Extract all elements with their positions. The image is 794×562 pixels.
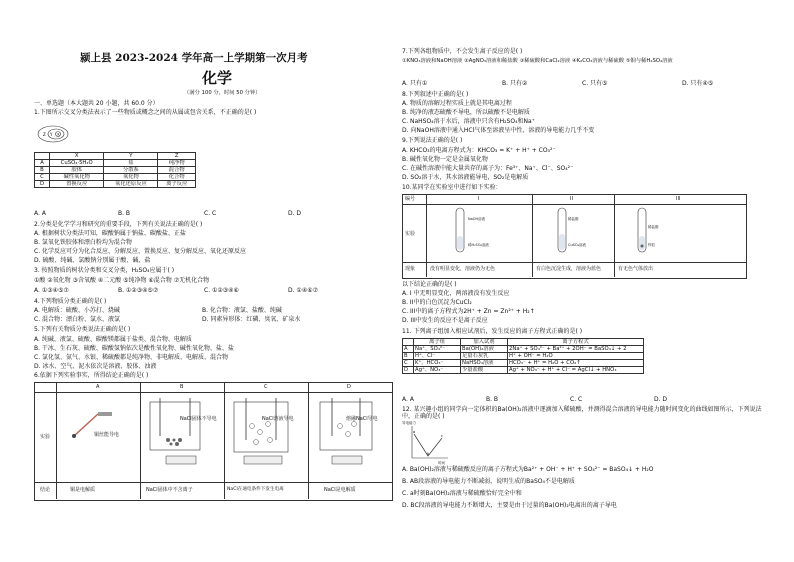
q10-header-1: I [478, 196, 480, 202]
q5-option-b: B. 干冰、生石灰、硫酸、碳酸氢钠依次是酸性氧化物、碱性氧化物、盐、盐 [34, 345, 234, 352]
q1-cell: 离子反应 [158, 181, 196, 188]
wire-end [72, 434, 76, 438]
question-10: 10.某同学在实验室中进行如下实验： [402, 184, 502, 191]
test-tube-1 [442, 206, 522, 260]
test-tube-2 [550, 206, 610, 260]
q7-items: ①KNO₃溶液和NaOH溶液 ②AgNO₃溶液和稀盐酸 ③稀硫酸和CaCl₂溶液 ④K₂CO₃溶液与稀硫酸 ⑤铜与稀H₂SO₄溶液 [402, 58, 673, 64]
q2-option-b: B. 氯氧化铁胶体和漂白粉均为混合物 [34, 239, 132, 246]
q10-label-hcl: 稀盐酸 [648, 225, 659, 229]
q1-cell: B [35, 167, 50, 174]
venn-diagram [36, 124, 70, 144]
zinc-granule [641, 245, 644, 248]
q1-option-b: B. B [118, 210, 131, 217]
q6-header-b: B [180, 384, 184, 390]
q1-cell: A [35, 160, 50, 167]
q3-option-b: B. ①②③④⑤⑦ [118, 287, 159, 294]
q11-th: 加入试剂 [461, 339, 508, 346]
ion [178, 438, 182, 442]
ion [266, 422, 271, 427]
section-heading: 一、单选题（本大题共 20 小题，共 60.0 分） [34, 100, 159, 107]
q10-option-a: A. I 中无明显变化，两溶液没有发生反应 [402, 290, 510, 297]
q10-label-cuso4: CuSO₄溶液 [568, 243, 587, 247]
ion [250, 424, 255, 429]
q1-cell: CuSO₄·5H₂O [50, 160, 104, 167]
q1-table [34, 152, 196, 188]
q6-caption-a: 铜丝能导电 [94, 432, 120, 438]
q6-row-label: 实验 [40, 434, 51, 440]
q11-cell: C [403, 360, 414, 367]
q6-divider [224, 382, 225, 499]
q11-cell: Ba(OH)₂溶液 [461, 346, 508, 353]
q6-conclusion-d: NaCl是电解质 [324, 487, 356, 493]
q10-option-d: D. III中发生的反应不是离子反应 [402, 317, 488, 324]
q1-th [35, 153, 50, 160]
q10-label-h2so4: 稀H₂SO₄溶液 [468, 243, 489, 247]
q11-cell: 足量石灰乳 [461, 353, 508, 360]
nacl-solution-illustration [230, 396, 302, 480]
liquid [639, 236, 645, 250]
question-4: 4.下列物质分类正确的是( ) [34, 298, 107, 305]
ion [170, 443, 173, 446]
question-6: 6.依据下列实验事实，所得结论正确的是( ) [34, 372, 149, 379]
q3-items: ①酸 ②氧化物 ③含氧酸 ④二元酸 ⑤纯净物 ⑥混合物 ⑦无机化合物 [34, 277, 210, 284]
ion [258, 430, 263, 435]
graph-point-a: a [413, 430, 416, 434]
q6-divider [56, 382, 57, 499]
q6-caption-b: NaCl固体不导电 [180, 416, 217, 422]
q10-divider [402, 204, 746, 205]
q11-cell: K⁺、HCO₃⁻ [414, 360, 461, 367]
subject-title: 化学 [202, 69, 233, 87]
ion-legend [244, 456, 282, 464]
q10-divider [614, 194, 615, 277]
copper-wire-illustration [68, 400, 128, 450]
ion [338, 424, 343, 429]
q3-option-a: A. ①③④⑤⑦ [34, 287, 69, 294]
q11-cell: NaHSO₄溶液 [461, 360, 508, 367]
q6-caption-d: 熔融NaCl导电 [346, 416, 378, 422]
q11-cell: 少量盐酸 [461, 367, 508, 374]
beaker [234, 402, 288, 452]
q10-phenomenon-2: 有白色沉淀生成，溶液为蓝色 [536, 266, 602, 272]
ion [166, 438, 170, 442]
q1-option-a: A. A [34, 210, 46, 217]
q1-option-c: C. C [204, 210, 217, 217]
q7-option-c: C. 只有⑤ [582, 80, 608, 87]
q11-option-a: A. A [402, 396, 414, 403]
ion [268, 438, 273, 443]
q6-conclusion-a: 铜是电解质 [70, 487, 96, 493]
q10-follow: 以下结论正确的是( ) [402, 281, 457, 288]
q3-option-c: C. ①②③④⑥ [204, 287, 239, 294]
question-11: 11. 下列离子组加入相应试剂后，发生反应的离子方程式正确的是( ) [402, 328, 583, 335]
q9-option-c: C. 在碱性溶液中能大量共存的离子为：Fe³⁺、Na⁺、Cl⁻、SO₄²⁻ [402, 165, 574, 172]
q1-th: X [50, 153, 104, 160]
test-tube-3 [630, 206, 690, 260]
ion [175, 442, 179, 446]
question-1: 1.下图所示交叉分类法表示了一些物质或概念之间的从属或包含关系，不正确的是( ) [34, 109, 257, 116]
q11-th [403, 339, 414, 346]
q1-option-d: D. D [288, 210, 302, 217]
conductivity-graph [406, 424, 450, 462]
q9-option-a: A. KHCO₃的电离方程式为：KHCO₃ = K⁺ + H⁺ + CO₃²⁻ [402, 147, 556, 154]
beaker [320, 402, 372, 450]
q12-option-b: B. AB段溶液的导电能力不断减弱，说明生成的BaSO₄不是电解质 [402, 478, 575, 485]
graph-point-c: c [441, 434, 443, 438]
q1-cell: 混合物 [158, 167, 196, 174]
q6-header-d: D [347, 384, 351, 390]
q3-option-d: D. ①④⑥⑦ [288, 287, 318, 294]
ion [173, 439, 176, 442]
liquid [559, 234, 565, 250]
q1-th: Z [158, 153, 196, 160]
q10-row-experiment: 实验 [405, 231, 416, 237]
q4-option-d: D. 同素异形体：红磷、臭氧、矿泉水 [202, 316, 301, 323]
q11-option-d: D. D [654, 396, 668, 403]
q7-option-b: B. 只有② [502, 80, 528, 87]
q6-divider [140, 382, 141, 499]
q10-divider [426, 194, 427, 277]
liquid [457, 236, 463, 250]
q2-option-d: D. 硫酸、纯碱、氯酸钠分别属于酸、碱、盐 [34, 257, 151, 264]
q11-cell: H⁺ + OH⁻ = H₂O [508, 353, 644, 360]
question-8: 8.下列叙述中正确的是( ) [402, 91, 469, 98]
venn-label-y: Y [50, 132, 53, 137]
q7-option-d: D. 只有④⑤ [682, 80, 714, 87]
q11-cell: Ag⁺、NO₃⁻ [414, 367, 461, 374]
q11-table [402, 338, 644, 374]
ion-legend [166, 456, 196, 464]
q10-header-3: III [676, 196, 681, 202]
q1-cell: 氧化还原反应 [104, 181, 158, 188]
q10-divider [402, 262, 746, 263]
q6-divider [34, 482, 392, 483]
q8-option-c: C. NaHSO₄溶于水后，溶液中只含有H₂SO₄和Na⁺ [402, 118, 535, 125]
q8-option-a: A. 物质的溶解过程实质上就是其电离过程 [402, 100, 512, 107]
q11-cell: A [403, 346, 414, 353]
ion [346, 432, 351, 437]
q10-phenomenon-1: 没有明显变化，溶液仍为无色 [430, 266, 496, 272]
nacl-solid-illustration [146, 396, 218, 480]
q10-header-id: 编号 [405, 196, 416, 202]
q5-option-a: A. 纯碱、液氯、硫酸、碳酸镁都属于盐类、混合物、电解质 [34, 336, 192, 343]
q6-divider [308, 382, 309, 499]
q7-option-a: A. 只有① [402, 80, 428, 87]
exam-meta: （满分 100 分，时间 50 分钟） [184, 90, 261, 96]
venn-label-x: X [57, 132, 60, 137]
q1-cell: C [35, 174, 50, 181]
q8-option-b: B. 纯净的液态硫酸不导电，所以硫酸不是电解质 [402, 109, 530, 116]
graph-point-b: b [427, 452, 430, 456]
q10-phenomenon-3: 有无色气体放出 [618, 266, 654, 272]
graph-x-label: 时间 [438, 461, 445, 465]
exam-title: 颍上县 2023-2024 学年高一上学期第一次月考 [80, 52, 308, 64]
q6-header-c: C [264, 384, 268, 390]
q11-th: 离子方程式 [508, 339, 644, 346]
venn-label-z: Z [43, 132, 46, 137]
q10-header-2: II [570, 196, 573, 202]
q11-cell: 2Na⁺ + SO₄²⁻ + Ba²⁺ + 2OH⁻ = BaSO₄↓ + 2 [508, 346, 644, 353]
q11-th: 离子组 [414, 339, 461, 346]
q6-header-a: A [96, 384, 100, 390]
q11-cell: D [403, 367, 414, 374]
q10-option-c: C. III中的离子方程式为2H⁺ + Zn = Zn²⁺ + H₂↑ [402, 308, 535, 315]
q11-cell: Na⁺、SO₄²⁻ [414, 346, 461, 353]
q6-divider [34, 392, 392, 393]
q1-cell: 分散系 [104, 167, 158, 174]
question-9: 9.下列说法正确的是( ) [402, 137, 463, 144]
q11-cell: Ag⁺ + NO₃⁻ + H⁺ + Cl⁻ = AgCl↓ + HNO₃ [508, 367, 644, 374]
q11-option-c: C. C [570, 396, 583, 403]
q5-option-c: C. 氯化氢、氨气、水银、稀硫酸都是纯净物、非电解质、电解质、混合物 [34, 354, 229, 361]
q1-cell: D [35, 181, 50, 188]
q1-cell: 碱性氧化物 [50, 174, 104, 181]
q10-label-naoh: NaOH溶液 [468, 217, 486, 221]
bulb-base [98, 412, 112, 416]
q1-cell: 氧化物 [104, 174, 158, 181]
q11-option-b: B. B [486, 396, 499, 403]
q1-cell: 胶体 [50, 167, 104, 174]
q6-caption-c: NaCl溶液导电 [262, 416, 294, 422]
q2-option-c: C. 化学反应可分为化合反应、分解反应、置换反应、复分解反应、氧化还原反应 [34, 248, 247, 255]
q5-option-d: D. 冰水、空气、泥水依次是溶液、胶体、浊液 [34, 363, 157, 370]
question-5: 5.下列有关物质分类说法正确的是( ) [34, 326, 131, 333]
question-12: 12. 某兴趣小组的同学向一定体积的Ba(OH)₂溶液中逐滴加入稀硫酸，并测得混合溶液的导电能力随时间变化的曲线如图所示，下列说法中，正确的是( ) [402, 406, 762, 420]
ion-legend [332, 456, 362, 464]
q11-cell: H⁺、Cl⁻ [414, 353, 461, 360]
question-3: 3. 按照物质的树状分类和交叉分类，H₂SO₄应属于( ) [34, 267, 175, 274]
q1-cell: 置换反应 [50, 181, 104, 188]
q6-conclusion-b: NaCl固体中不含离子 [146, 487, 193, 493]
molten-nacl-illustration [314, 396, 386, 480]
q1-th: Y [104, 153, 158, 160]
q6-conclusion-c: NaCl在通电条件下发生电离 [227, 487, 284, 492]
q9-option-b: B. 碱性氧化物一定是金属氧化物 [402, 156, 488, 163]
q6-conclusion-label: 结论 [40, 487, 51, 493]
q4-option-b: B. 化合物：液氯、盐酸、纯碱 [202, 307, 282, 314]
ion [352, 422, 357, 427]
q10-label-zn: 锌粒 [648, 243, 655, 247]
q4-option-c: C. 混合物：漂白粉、氯水、液氯 [34, 316, 121, 323]
ion [254, 440, 259, 445]
q10-divider [532, 194, 533, 277]
q10-option-b: B. II中的白色沉淀为CuCl₂ [402, 299, 472, 306]
question-2: 2.分类是化学学习和研究的重要手段，下列有关说法正确的是( ) [34, 221, 203, 228]
q8-option-d: D. 向NaOH溶液中通入HCl气体至溶液呈中性，溶液的导电能力几乎不变 [402, 127, 595, 134]
q10-row-phenomenon: 现象 [405, 266, 416, 272]
q12-option-c: C. a时刻Ba(OH)₂溶液与稀硫酸恰好完全中和 [402, 490, 522, 497]
q1-cell: 化合物 [158, 174, 196, 181]
q12-option-a: A. Ba(OH)₂溶液与稀硫酸反应的离子方程式为Ba²⁺ + OH⁻ + H⁺ + SO₄²⁻ = BaSO₄↓ + H₂O [402, 466, 654, 473]
q11-cell: HCO₃⁻ + H⁺ = H₂O + CO₂↑ [508, 360, 644, 367]
q9-option-d: D. SO₂溶于水，其水溶液能导电，SO₂是电解质 [402, 174, 529, 181]
graph-y-label: 导电能力 [402, 421, 416, 425]
question-7: 7.下列各组物质中，不会发生离子反应的是( ) [402, 48, 523, 55]
q12-option-d: D. BC段溶液的导电能力不断增大，主要是由于过量的Ba(OH)₂电离出的离子导电 [402, 502, 617, 509]
q10-label-bacl2: 稀盐酸 [568, 217, 579, 221]
q2-option-a: A. 根据树状分类法可知，碳酸钠属于钠盐、碳酸盐、正盐 [34, 230, 186, 237]
q1-cell: 盐 [104, 160, 158, 167]
q1-cell: 纯净物 [158, 160, 196, 167]
q4-option-a: A. 电解质：硫酸、小苏打、烧碱 [34, 307, 120, 314]
beaker [150, 402, 200, 450]
q11-cell: B [403, 353, 414, 360]
